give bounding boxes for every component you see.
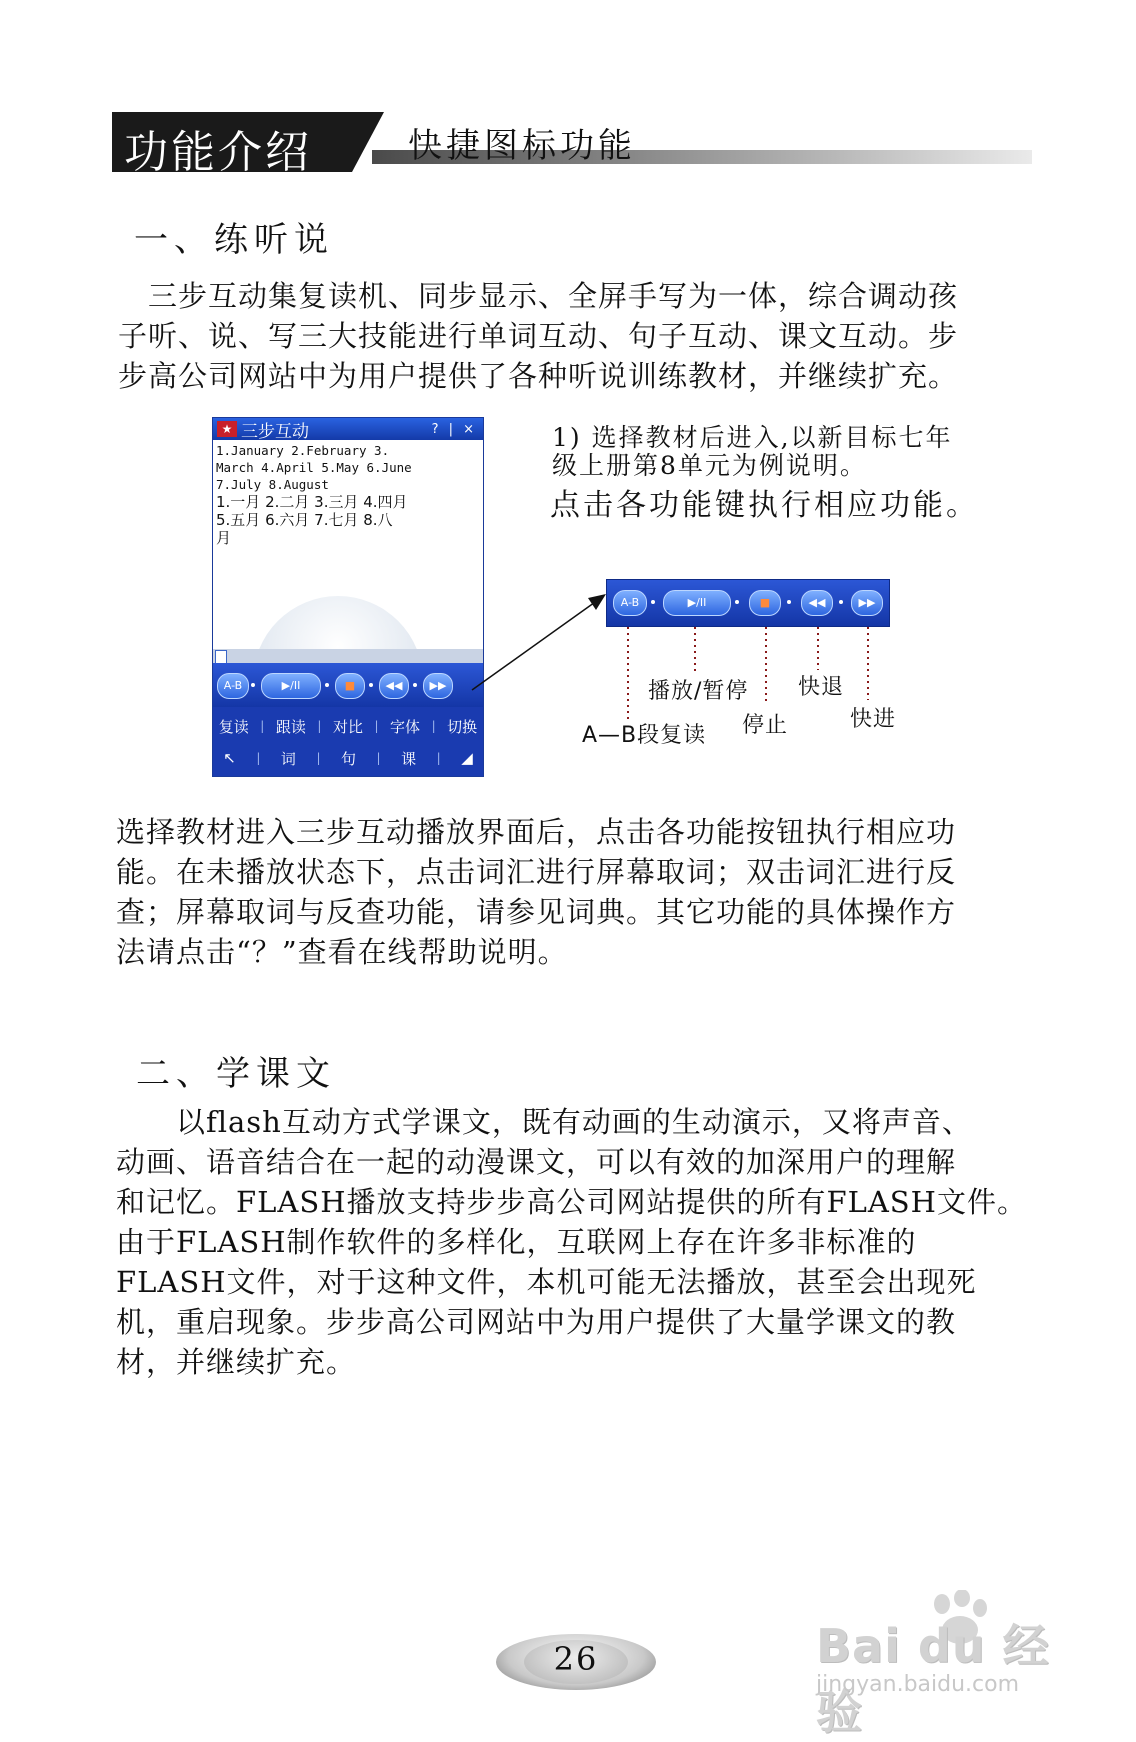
label-play-pause: 播放/暂停 <box>648 679 749 704</box>
paragraph-line: 材，并继续扩充。 <box>116 1345 357 1379</box>
paragraph-line: FLASH文件，对于这种文件，本机可能无法播放，甚至会出现死 <box>116 1265 977 1299</box>
menu-font[interactable]: 字体 <box>390 717 421 736</box>
device-app-title: 三步互动 <box>241 421 309 442</box>
paragraph-line: 以flash互动方式学课文，既有动画的生动演示，又将声音、 <box>116 1105 972 1139</box>
page-number: 26 <box>553 1640 599 1678</box>
zoom-ab-button[interactable]: A-B <box>613 590 647 616</box>
label-stop: 停止 <box>742 713 789 738</box>
paragraph-line: 查；屏幕取词与反查功能，请参见词典。其它功能的具体操作方 <box>116 895 957 929</box>
paragraph-line: 动画、语音结合在一起的动漫课文，可以有效的加深用户的理解 <box>116 1145 957 1179</box>
menu-lesson[interactable]: 课 <box>401 749 417 768</box>
callout-line: 1) 选择教材后进入,以新目标七年 <box>552 423 953 452</box>
paragraph-line: 步高公司网站中为用户提供了各种听说训练教材，并继续扩充。 <box>118 359 959 393</box>
menu-switch[interactable]: 切换 <box>447 717 478 736</box>
device-text-line[interactable]: 1.一月 2.二月 3.三月 4.四月 <box>216 493 408 511</box>
device-text-line[interactable]: 月 <box>216 529 232 547</box>
header-subtitle: 快捷图标功能 <box>408 126 636 166</box>
usage-paragraph <box>116 812 956 972</box>
forward-button[interactable]: ▶▶ <box>423 673 453 699</box>
zoom-play-pause-button[interactable]: ▶/II <box>663 590 731 616</box>
paragraph-line: 由于FLASH制作软件的多样化，互联网上存在许多非标准的 <box>116 1225 917 1259</box>
paragraph-line: 和记忆。FLASH播放支持步步高公司网站提供的所有FLASH文件。 <box>116 1185 1027 1219</box>
play-pause-button[interactable]: ▶/II <box>261 673 321 699</box>
device-text-line[interactable]: 5.五月 6.六月 7.七月 8.八 <box>216 511 393 529</box>
device-menu-row-1: 复读 | 跟读 | 对比 | 字体 | 切换 <box>218 717 478 736</box>
stop-button[interactable]: ■ <box>335 673 365 699</box>
menu-repeat[interactable]: 复读 <box>218 717 249 736</box>
device-menu-row-2: ↖ | 词 | 句 | 课 | ◢ <box>223 749 473 768</box>
page-number-badge <box>496 1630 656 1694</box>
paragraph-line: 子听、说、写三大技能进行单词互动、句子互动、课文互动。步 <box>118 319 959 353</box>
header-title: 功能介绍 <box>124 127 312 178</box>
label-forward: 快进 <box>850 707 897 732</box>
section2-title: 二、学课文 <box>136 1054 336 1094</box>
volume-icon[interactable]: ◢ <box>461 749 473 767</box>
section2-paragraph <box>116 1102 1027 1382</box>
watermark-url: jingyan.baidu.com <box>816 1672 1020 1697</box>
callout-instruction: 点击各功能键执行相应功能。 <box>550 488 979 523</box>
zoom-forward-button[interactable]: ▶▶ <box>851 590 883 616</box>
paragraph-line: 三步互动集复读机、同步显示、全屏手写为一体，综合调动孩 <box>118 279 959 313</box>
baidu-watermark <box>816 1590 1096 1739</box>
label-rewind: 快退 <box>798 675 845 700</box>
device-text-line[interactable]: 1.January 2.February 3. <box>216 443 390 458</box>
callout-line: 级上册第8单元为例说明。 <box>552 451 867 480</box>
label-ab-repeat: A—B段复读 <box>582 723 707 748</box>
back-arrow-icon[interactable]: ↖ <box>223 749 236 767</box>
menu-sentence[interactable]: 句 <box>341 749 357 768</box>
separator-dot <box>839 600 843 604</box>
device-text-line[interactable]: 7.July 8.August <box>216 477 329 492</box>
paragraph-line: 能。在未播放状态下，点击词汇进行屏幕取词；双击词汇进行反 <box>116 855 957 889</box>
device-text-line[interactable]: March 4.April 5.May 6.June <box>216 460 412 475</box>
ab-repeat-button[interactable]: A-B <box>217 673 249 699</box>
menu-compare[interactable]: 对比 <box>332 717 363 736</box>
pointer-arrow-head <box>588 594 606 610</box>
menu-word[interactable]: 词 <box>280 749 296 768</box>
paragraph-line: 法请点击“？”查看在线帮助说明。 <box>116 935 568 969</box>
zoomed-control-bar <box>606 579 890 627</box>
watermark-brand: Bai du 经验 <box>816 1619 1050 1739</box>
pointer-arrow-line <box>472 600 598 690</box>
menu-follow-read[interactable]: 跟读 <box>275 717 306 736</box>
zoom-stop-button[interactable]: ■ <box>749 590 781 616</box>
paragraph-line: 机，重启现象。步步高公司网站中为用户提供了大量学课文的教 <box>116 1305 957 1339</box>
rewind-button[interactable]: ◀◀ <box>379 673 409 699</box>
section1-title: 一、练听说 <box>134 220 334 260</box>
zoom-rewind-button[interactable]: ◀◀ <box>801 590 833 616</box>
separator-dot <box>651 600 655 604</box>
paragraph-line: 选择教材进入三步互动播放界面后，点击各功能按钮执行相应功 <box>116 815 957 849</box>
app-logo-icon: ★ <box>217 421 237 437</box>
separator-dot <box>787 600 791 604</box>
window-controls[interactable]: ? | × <box>431 421 477 437</box>
separator-dot <box>735 600 739 604</box>
